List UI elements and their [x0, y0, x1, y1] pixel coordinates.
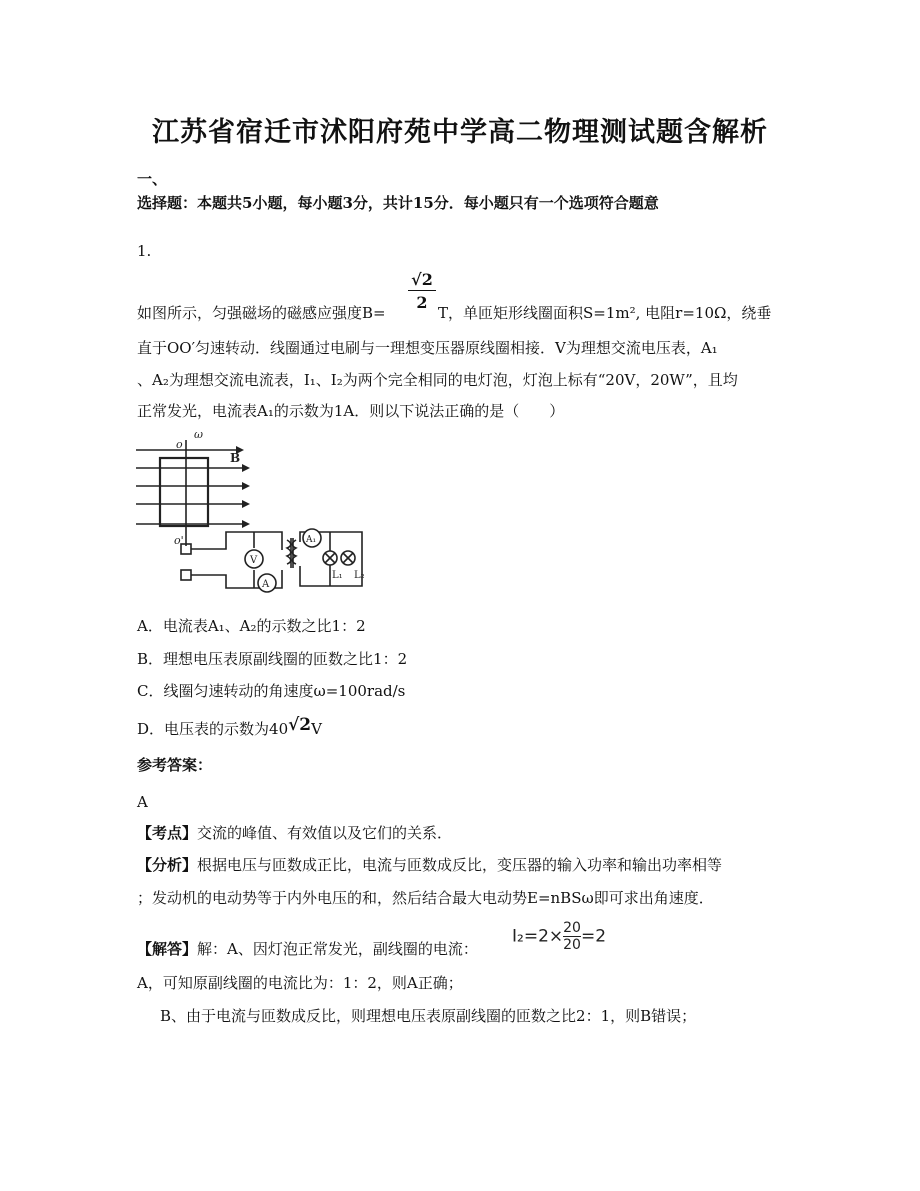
- formula-rhs: =2: [580, 926, 607, 947]
- question-line-2: 直于OO′匀速转动．线圈通过电刷与一理想变压器原线圈相接．V为理想交流电压表，A₁: [137, 339, 718, 357]
- fraction-numerator: √2: [408, 270, 436, 291]
- fenxi-line-1: [137, 854, 722, 875]
- jieda-label: 【解答】: [137, 940, 198, 958]
- circuit-figure: [134, 428, 374, 598]
- page-title: 江苏省宿迁市沭阳府苑中学高二物理测试题含解析: [152, 117, 768, 148]
- question-line-1-pre: 如图所示，匀强磁场的磁感应强度B=: [137, 304, 386, 322]
- question-number: 1.: [137, 242, 152, 260]
- fenxi-label: 【分析】: [137, 856, 198, 874]
- label-voltmeter: V: [250, 555, 258, 566]
- question-line-3: 、A₂为理想交流电流表，I₁、I₂为两个完全相同的电灯泡，灯泡上标有“20V，20W”，且均: [137, 371, 738, 389]
- label-omega: ω: [194, 428, 203, 441]
- option-b: B．理想电压表原副线圈的匝数之比1：2: [137, 650, 408, 668]
- label-axis-top: o: [176, 438, 183, 451]
- option-d-unit: V: [311, 720, 322, 738]
- answer-heading: 参考答案：: [137, 756, 213, 774]
- field-fraction: [408, 270, 436, 312]
- label-ammeter2: A: [262, 579, 270, 590]
- section-heading: 选择题：本题共5小题，每小题3分，共计15分．每小题只有一个选项符合题意: [137, 194, 659, 212]
- section-number: 一、: [137, 170, 168, 188]
- jieda-line-3: B、由于电流与匝数成反比，则理想电压表原副线圈的匝数之比2：1，则B错误；: [160, 1007, 697, 1025]
- kaodian-text: 交流的峰值、有效值以及它们的关系．: [197, 824, 453, 842]
- fenxi-text-1: 根据电压与匝数成正比，电流与匝数成反比，变压器的输入功率和输出功率相等: [197, 856, 723, 874]
- option-c: C．线圈匀速转动的角速度ω=100rad/s: [137, 682, 406, 700]
- jieda-line-2: A，可知原副线圈的电流比为：1：2，则A正确；: [137, 974, 463, 992]
- fenxi-line-2: ；发动机的电动势等于内外电压的和，然后结合最大电动势E=nBSω即可求出角速度．: [137, 889, 714, 907]
- option-d: [137, 715, 322, 739]
- label-field: B: [230, 451, 241, 465]
- formula-lhs: I₂=2×: [512, 926, 564, 947]
- kaodian-line: [137, 822, 452, 843]
- jieda-text-1: 解：A、因灯泡正常发光，副线圈的电流：: [197, 940, 478, 958]
- option-d-text: D．电压表的示数为40: [137, 720, 289, 738]
- label-ammeter1: A₁: [306, 535, 317, 545]
- formula-fraction: [563, 920, 581, 953]
- option-a: A．电流表A₁、A₂的示数之比1：2: [137, 617, 366, 635]
- formula-numerator: 20: [563, 920, 581, 936]
- current-formula: [512, 920, 606, 953]
- fraction-denominator: 2: [416, 293, 428, 312]
- label-lamp2: L₂: [354, 570, 365, 581]
- option-d-sqrt: √2: [288, 715, 312, 735]
- jieda-line-1: [137, 938, 478, 959]
- question-line-1-post: T，单匝矩形线圈面积S=1m², 电阻r=10Ω，绕垂: [438, 304, 772, 322]
- answer-value: A: [137, 793, 148, 811]
- label-lamp1: L₁: [332, 570, 343, 581]
- kaodian-label: 【考点】: [137, 824, 198, 842]
- formula-denominator: 20: [563, 937, 581, 953]
- label-axis-bottom: o': [174, 534, 184, 547]
- question-line-4: 正常发光，电流表A₁的示数为1A．则以下说法正确的是（ ）: [137, 402, 565, 420]
